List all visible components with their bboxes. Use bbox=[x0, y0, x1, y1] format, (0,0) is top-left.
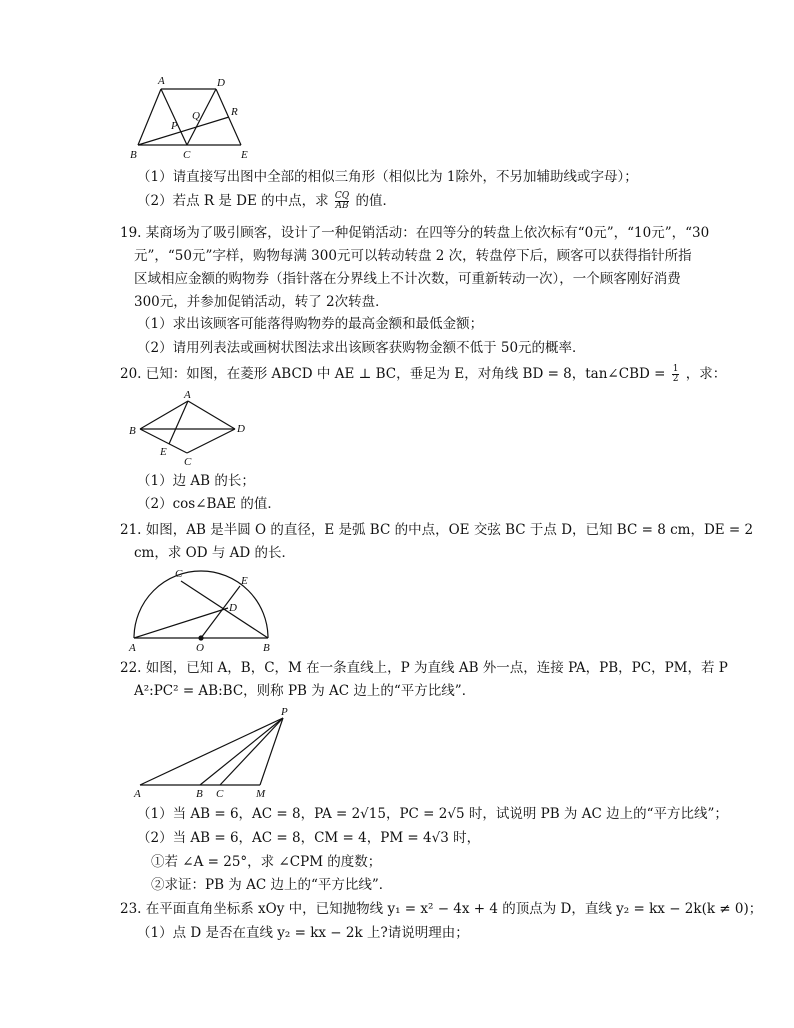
figure-q22-lines bbox=[125, 704, 305, 802]
fig21-label-b: B bbox=[263, 642, 270, 654]
q18-part2 bbox=[137, 192, 396, 211]
fig21-center-dot bbox=[198, 635, 203, 640]
q18-part2-text: （2）若点 R 是 DE 的中点，求 bbox=[137, 193, 329, 209]
fig18-label-p: P bbox=[171, 120, 178, 132]
q19-line2: 元”，“50元”字样，购物每满 300元可以转动转盘 2 次，转盘停下后，顾客可以获得指针所指 bbox=[134, 248, 692, 264]
fig18-label-q: Q bbox=[192, 110, 200, 122]
q18-fraction-num: CQ bbox=[334, 191, 350, 201]
fig18-label-a: A bbox=[158, 75, 165, 87]
q20-stem-text: 20. 已知：如图，在菱形 ABCD 中 AE ⊥ BC，垂足为 E，对角线 BD = 8，tan∠CBD = bbox=[120, 366, 666, 382]
fig22-label-c: C bbox=[216, 788, 224, 800]
q19-line4: 300元，并参加促销活动，转了 2次转盘． bbox=[134, 294, 389, 310]
q18-fraction-den: AB bbox=[335, 201, 349, 211]
fig22-label-a: A bbox=[134, 788, 141, 800]
fig20-label-b: B bbox=[129, 425, 136, 437]
fig20-label-c: C bbox=[184, 456, 192, 468]
q18-part2-end: 的值． bbox=[355, 193, 396, 209]
fig22-segment-pc bbox=[220, 718, 283, 785]
figure-q21-semicircle bbox=[125, 564, 275, 654]
q22-part1: （1）当 AB = 6，AC = 8，PA = 2√15，PC = 2√5 时，试说明 PB 为 AC 边上的“平方比线”； bbox=[137, 806, 728, 822]
fig20-label-e: E bbox=[160, 446, 167, 458]
fig21-label-e: E bbox=[241, 575, 248, 587]
fig21-label-o: O bbox=[196, 642, 204, 654]
q20-part1: （1）边 AB 的长； bbox=[137, 473, 255, 489]
q19-part1: （1）求出该顾客可能落得购物券的最高金额和最低金额； bbox=[137, 316, 484, 332]
q20-fraction bbox=[672, 365, 680, 384]
fig18-label-d: D bbox=[217, 77, 225, 89]
figure-q18-trapezoid bbox=[125, 72, 265, 164]
fig18-segment-ab bbox=[138, 89, 161, 145]
fig18-segment-br bbox=[138, 117, 229, 145]
fig21-label-a: A bbox=[129, 642, 136, 654]
q22-part2b: ②求证：PB 为 AC 边上的“平方比线”． bbox=[151, 877, 393, 893]
fig20-label-d: D bbox=[237, 423, 245, 435]
fig18-label-b: B bbox=[130, 149, 137, 161]
figure-q20-rhombus bbox=[125, 390, 265, 468]
q20-stem-end: ，求： bbox=[685, 366, 727, 382]
q21-line1: 21. 如图，AB 是半圆 O 的直径，E 是弧 BC 的中点，OE 交弦 BC 于点 D，已知 BC = 8 cm，DE = 2 bbox=[120, 522, 754, 538]
fig20-segment-ae bbox=[169, 401, 188, 444]
q22-line2: A²:PC² = AB:BC，则称 PB 为 AC 边上的“平方比线”． bbox=[134, 683, 476, 699]
fig18-label-r: R bbox=[231, 106, 238, 118]
q19-line1: 19. 某商场为了吸引顾客，设计了一种促销活动：在四等分的转盘上依次标有“0元”，“10元”，“30 bbox=[120, 225, 710, 241]
q23-line1: 23. 在平面直角坐标系 xOy 中，已知抛物线 y₁ = x² − 4x + 4 的顶点为 D，直线 y₂ = kx − 2k(k ≠ 0)； bbox=[120, 901, 763, 917]
q20-fraction-den: 2 bbox=[672, 374, 679, 384]
fig21-arc bbox=[134, 571, 268, 638]
fig18-label-e: E bbox=[241, 149, 248, 161]
q22-part2: （2）当 AB = 6，AC = 8，CM = 4，PM = 4√3 时， bbox=[137, 830, 481, 846]
fig20-label-a: A bbox=[184, 389, 191, 401]
q21-line2: cm，求 OD 与 AD 的长． bbox=[134, 545, 295, 561]
fig20-segment-ab bbox=[140, 401, 188, 429]
fig22-label-b: B bbox=[196, 788, 203, 800]
q19-part2: （2）请用列表法或画树状图法求出该顾客获购物金额不低于 50元的概率． bbox=[137, 340, 586, 356]
fig22-label-p: P bbox=[281, 706, 288, 718]
fig21-segment-ad bbox=[134, 608, 228, 638]
q20-part2: （2）cos∠BAE 的值． bbox=[137, 496, 281, 512]
q18-fraction bbox=[335, 192, 349, 211]
fig20-segment-cd bbox=[187, 429, 235, 453]
fig21-label-c: C bbox=[175, 568, 183, 580]
q23-part1: （1）点 D 是否在直线 y₂ = kx − 2k 上?请说明理由； bbox=[137, 925, 469, 941]
fig21-label-d: D bbox=[229, 602, 237, 614]
q20-fraction-num: 1 bbox=[672, 364, 679, 374]
q22-part2a: ①若 ∠A = 25°，求 ∠CPM 的度数； bbox=[151, 854, 382, 870]
q22-line1: 22. 如图，已知 A，B，C，M 在一条直线上，P 为直线 AB 外一点，连接 PA，PB，PC，PM，若 P bbox=[120, 660, 728, 676]
q20-stem bbox=[120, 365, 726, 384]
fig20-segment-ad bbox=[188, 401, 235, 429]
q19-line3: 区域相应金额的购物券（指针落在分界线上不计次数，可重新转动一次），一个顾客刚好消费 bbox=[134, 271, 681, 287]
q18-part1: （1）请直接写出图中全部的相似三角形（相似比为 1除外，不另加辅助线或字母）； bbox=[137, 169, 638, 185]
fig22-label-m: M bbox=[256, 788, 266, 800]
fig18-label-c: C bbox=[183, 149, 191, 161]
